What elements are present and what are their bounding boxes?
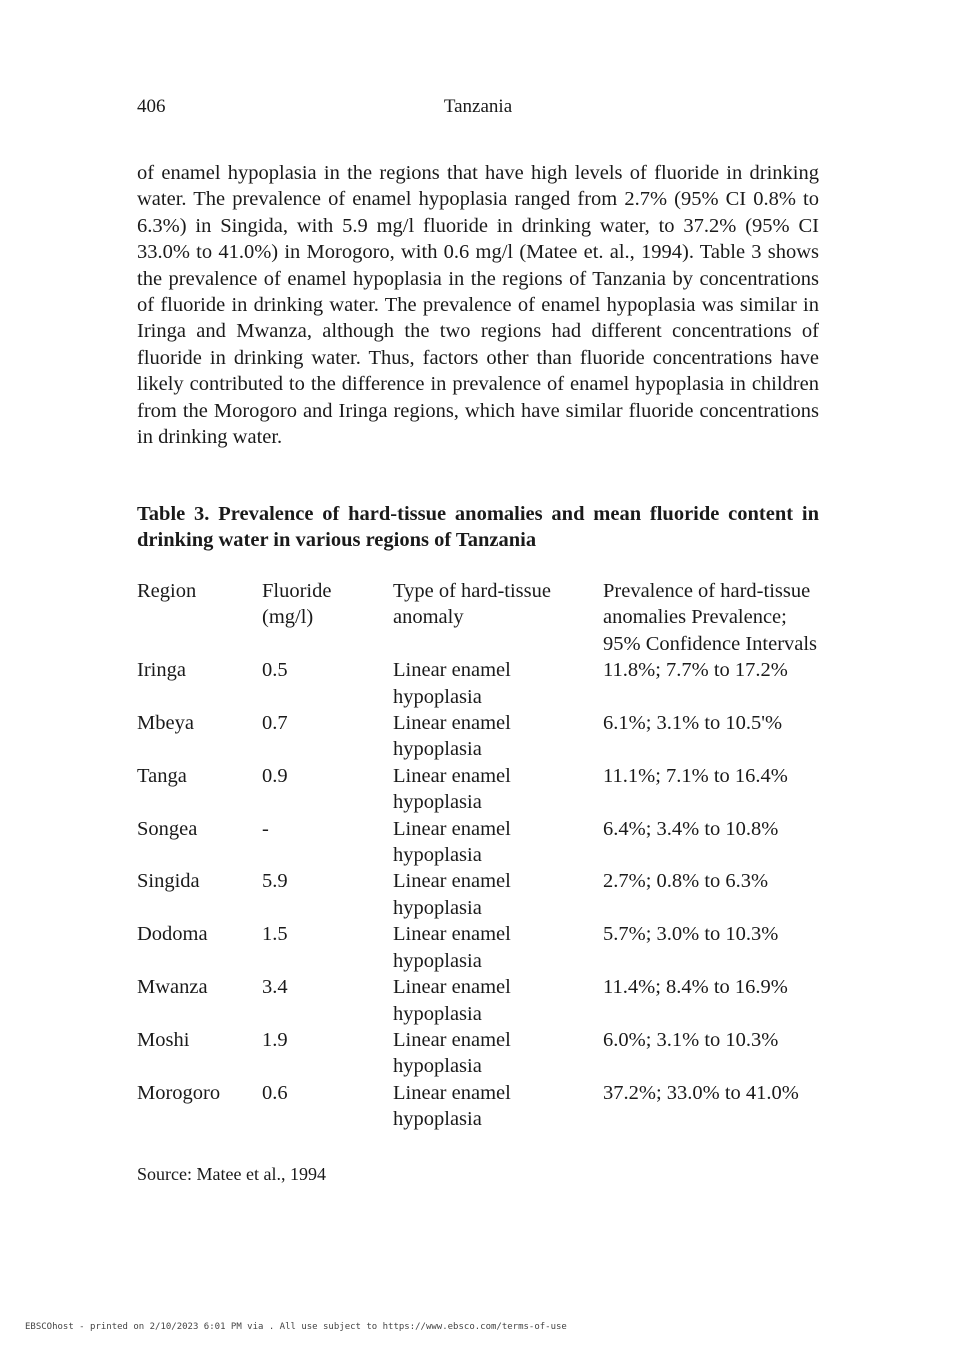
cell-prevalence: 6.4%; 3.4% to 10.8% xyxy=(603,817,779,840)
page-number: 406 xyxy=(137,96,166,117)
cell-type: Linear enamel hypoplasia xyxy=(393,764,511,814)
cell-fluoride: 0.7 xyxy=(262,712,288,735)
table-row xyxy=(133,657,823,710)
cell-type: Linear enamel hypoplasia xyxy=(393,659,511,708)
body-paragraph: of enamel hypoplasia in the regions that have high levels of fluoride in drinking water. The prevalence of enamel hypoplasia ranged from 2.7% (95% CI 0.8% to 6.3%) in Singida, with 5.9 mg/l fluoride in drinking water, to 37.2% (95% CI 33.0% to 41.0%) in Morogoro, with 0.6 mg/l (Matee et. al., 1994). Table 3 shows the prevalence of enamel hypoplasia in the regions of Tanzania by concentrations of fluoride in drinking water. The prevalence of enamel hypoplasia was similar in Iringa and Mwanza, although the two regions had different concentrations of fluoride in drinking water. Thus, factors other than fluoride concentrations have likely contributed to the difference in prevalence of enamel hypoplasia in children from the Morogoro and Iringa regions, which have similar fluoride concentrations in drinking water. xyxy=(137,162,819,449)
cell-fluoride: - xyxy=(262,817,269,840)
cell-region: Dodoma xyxy=(137,923,208,946)
cell-region: Iringa xyxy=(137,659,186,682)
cell-type: Linear enamel hypoplasia xyxy=(393,923,511,972)
column-header-fluoride: Fluoride (mg/l) xyxy=(262,580,332,629)
cell-type: Linear enamel hypoplasia xyxy=(393,1028,511,1078)
cell-fluoride: 0.9 xyxy=(262,764,288,787)
cell-region: Songea xyxy=(137,817,198,840)
table-caption: Table 3. Prevalence of hard-tissue anomalies and mean fluoride content in drinking water in various regions of Tanzania xyxy=(137,503,819,552)
prevalence-table xyxy=(133,578,823,1133)
cell-region: Morogoro xyxy=(137,1081,221,1104)
cell-fluoride: 0.6 xyxy=(262,1081,288,1104)
print-footer: EBSCOhost - printed on 2/10/2023 6:01 PM via . All use subject to https://www.ebsco.com/terms-of-use xyxy=(25,1322,567,1332)
cell-prevalence: 6.1%; 3.1% to 10.5'% xyxy=(603,712,783,735)
cell-region: Tanga xyxy=(137,764,187,787)
cell-prevalence: 11.1%; 7.1% to 16.4% xyxy=(603,764,788,787)
table-row xyxy=(133,921,823,974)
table-source: Source: Matee et al., 1994 xyxy=(137,1164,326,1184)
cell-prevalence: 5.7%; 3.0% to 10.3% xyxy=(603,923,779,946)
cell-type: Linear enamel hypoplasia xyxy=(393,817,511,867)
cell-region: Moshi xyxy=(137,1028,190,1051)
cell-type: Linear enamel hypoplasia xyxy=(393,712,511,761)
table-row xyxy=(133,1027,823,1080)
column-header-region: Region xyxy=(137,580,197,602)
table-row xyxy=(133,763,823,816)
cell-type: Linear enamel hypoplasia xyxy=(393,1081,511,1131)
table-row xyxy=(133,816,823,869)
cell-prevalence: 11.4%; 8.4% to 16.9% xyxy=(603,976,788,999)
cell-region: Singida xyxy=(137,870,200,893)
cell-prevalence: 37.2%; 33.0% to 41.0% xyxy=(603,1081,799,1104)
cell-prevalence: 11.8%; 7.7% to 17.2% xyxy=(603,659,788,682)
table-header-row xyxy=(133,578,823,657)
cell-prevalence: 6.0%; 3.1% to 10.3% xyxy=(603,1028,779,1051)
column-header-type: Type of hard-tissue anomaly xyxy=(393,580,551,629)
running-title: Tanzania xyxy=(443,96,513,117)
cell-fluoride: 5.9 xyxy=(262,870,288,893)
cell-prevalence: 2.7%; 0.8% to 6.3% xyxy=(603,870,769,893)
cell-type: Linear enamel hypoplasia xyxy=(393,976,511,1025)
cell-fluoride: 0.5 xyxy=(262,659,288,682)
table-row xyxy=(133,974,823,1027)
cell-fluoride: 1.9 xyxy=(262,1028,288,1051)
cell-region: Mbeya xyxy=(137,712,194,735)
cell-type: Linear enamel hypoplasia xyxy=(393,870,511,919)
table-row xyxy=(133,710,823,763)
page-header xyxy=(137,96,819,122)
cell-region: Mwanza xyxy=(137,976,208,999)
cell-fluoride: 1.5 xyxy=(262,923,288,946)
table-row xyxy=(133,868,823,921)
column-header-prevalence: Prevalence of hard-tissue anomalies Prevalence; 95% Confidence Intervals xyxy=(603,580,818,655)
table-row xyxy=(133,1080,823,1133)
cell-fluoride: 3.4 xyxy=(262,976,288,999)
